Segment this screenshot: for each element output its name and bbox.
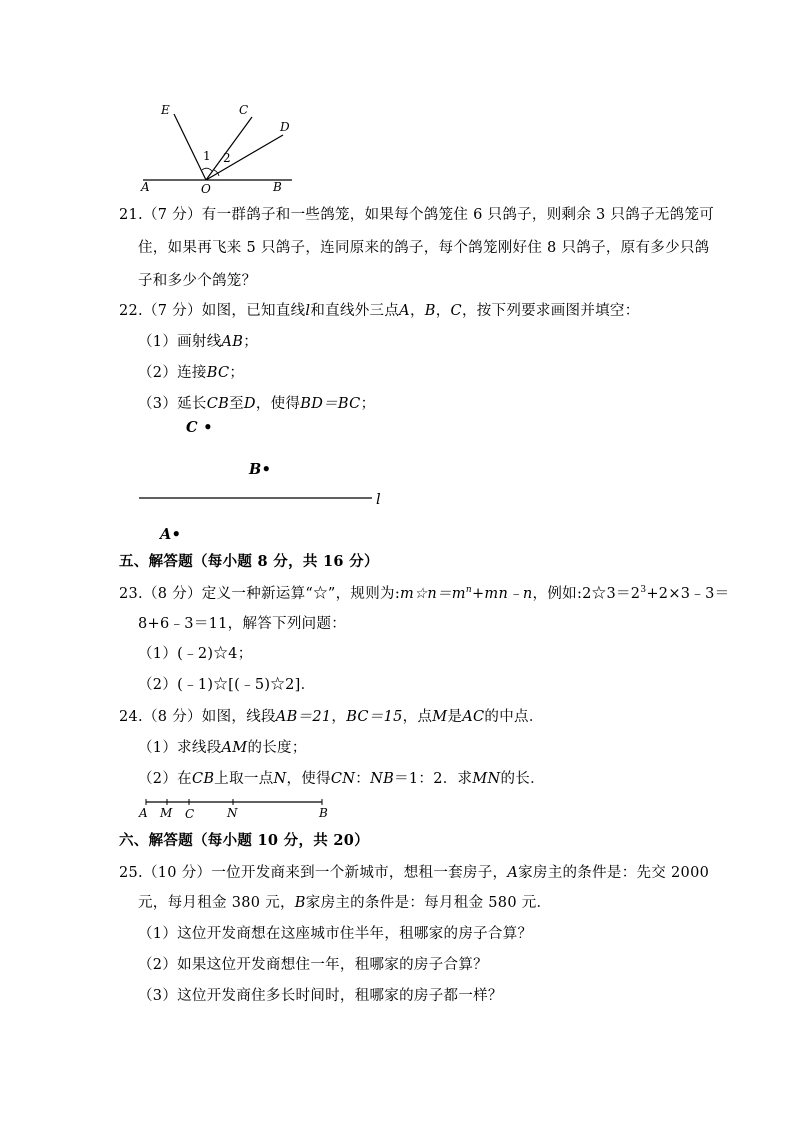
q24-p2-d: ＝1：2．求 [394, 771, 473, 787]
q22-part3 [138, 395, 375, 413]
q24-p2-colon: ： [355, 771, 371, 787]
q22-p3-CB: CB [206, 396, 230, 412]
q24-var-AC: AC [462, 709, 485, 725]
label-angle-2: 2 [223, 151, 231, 165]
line-l-figure [0, 485, 794, 515]
q24-p2-e: 的长． [500, 771, 545, 787]
q24-stem-b: ，点 [402, 709, 433, 725]
section5-heading: 五、解答题（每小题 8 分，共 16 分） [119, 553, 379, 570]
q22-p2-b: ； [229, 365, 245, 381]
segment-label-M: M [160, 806, 173, 820]
q23-rule [400, 586, 533, 602]
section6-heading: 六、解答题（每小题 10 分，共 20） [119, 832, 369, 849]
angle-figure [0, 0, 794, 200]
q24-p2-CN: CN [330, 771, 356, 787]
q23-rule-sup: n [465, 585, 472, 596]
q24-p2-a: （2）在 [138, 771, 192, 787]
q22-stem-c: ，按下列要求画图并填空： [461, 303, 640, 319]
q22-p1-a: （1）画射线 [138, 334, 222, 350]
q22-p1-AB: AB [221, 334, 244, 350]
label-B: B [273, 180, 282, 194]
q22-var-C: C [450, 303, 462, 319]
q24-part1 [138, 739, 307, 757]
ray-OC [206, 117, 252, 180]
q23-line2: 8+6﹣3＝11，解答下列问题： [138, 616, 347, 632]
q23-rule-tail: +mn﹣n [471, 586, 533, 602]
q24-stem [119, 708, 544, 726]
q25-l2-a: 元，每月租金 380 元， [138, 895, 295, 911]
q25-part2: （2）如果这位开发商想住一年，租哪家的房子合算？ [138, 957, 488, 973]
q24-p2-NB: NB [370, 771, 395, 787]
q24-eq1: AB＝21 [275, 709, 332, 725]
label-D: D [280, 120, 290, 134]
q23-example [582, 586, 729, 602]
segment-label-C: C [185, 807, 195, 821]
q25-line2 [138, 894, 551, 912]
angle-1-arc [202, 168, 212, 171]
point-A-dot: • [171, 526, 182, 543]
q21-line3: 子和多少个鸽笼？ [138, 273, 257, 289]
q22-stem [119, 302, 640, 320]
q22-var-l: l [305, 303, 311, 319]
q24-eq2: BC＝15 [346, 709, 403, 725]
q24-p2-N: N [273, 771, 287, 787]
point-A-letter: A [160, 526, 172, 543]
point-C-dot: • [203, 419, 213, 436]
ray-OE [174, 114, 206, 180]
point-B-dot: • [261, 461, 272, 478]
q22-var-A: A [399, 303, 410, 319]
q22-part2 [138, 364, 244, 382]
q22-stem-a: 22.（7 分）如图，已知直线 [119, 303, 306, 319]
q23-part1: （1）(﹣2)☆4； [138, 646, 253, 662]
point-C-letter: C [186, 419, 198, 436]
q24-stem-d: 的中点． [484, 709, 544, 725]
q23-stem-b: ，例如: [532, 586, 583, 602]
q22-p2-a: （2）连接 [138, 365, 207, 381]
label-E: E [161, 103, 170, 117]
label-angle-1: 1 [203, 149, 211, 163]
q25-var-B: B [294, 895, 306, 911]
label-O: O [201, 182, 211, 196]
q22-sep1: ， [409, 303, 425, 319]
q22-p3-D: D [243, 396, 256, 412]
q24-p2-b: 上取一点 [214, 771, 274, 787]
q23-part2: （2）(﹣1)☆[(﹣5)☆2]． [138, 677, 316, 693]
segment-figure [0, 795, 794, 825]
q25-part1: （1）这位开发商想在这座城市住半年，租哪家的房子合算？ [138, 926, 533, 942]
q23-ex-base: 2☆3＝2 [582, 586, 641, 602]
q24-p2-c: ，使得 [286, 771, 331, 787]
q24-part2 [138, 770, 545, 788]
q22-p3-d: ； [360, 396, 376, 412]
line-l-label: l [376, 492, 381, 508]
q21-line1: 21.（7 分）有一群鸽子和一些鸽笼，如果每个鸽笼住 6 只鸽子，则剩余 3 只鸽子无鸽笼可 [119, 207, 715, 223]
segment-label-B: B [319, 806, 328, 820]
q22-stem-b: 和直线外三点 [310, 303, 400, 319]
q24-p2-MN: MN [472, 771, 501, 787]
q22-var-B: B [424, 303, 436, 319]
q23-stem [119, 585, 729, 603]
q22-p3-eq: BD＝BC [300, 396, 361, 412]
q23-ex-sup: 3 [640, 585, 647, 596]
label-A: A [141, 180, 150, 194]
q24-stem-c: 是 [447, 709, 463, 725]
q24-p1-b: 的长度； [247, 740, 307, 756]
segment-label-N: N [227, 806, 238, 820]
point-B-letter: B [249, 461, 262, 478]
q25-var-A: A [507, 865, 519, 881]
q25-l2-b: 家房主的条件是：每月租金 580 元． [305, 895, 552, 911]
q22-p3-a: （3）延长 [138, 396, 207, 412]
q24-p1-a: （1）求线段 [138, 740, 222, 756]
q25-line1 [119, 864, 709, 882]
q22-part1 [138, 333, 258, 351]
q23-ex-tail: +2×3﹣3＝ [646, 586, 730, 602]
q23-stem-a: 23.（8 分）定义一种新运算“☆”，规则为: [119, 586, 401, 602]
q25-l1-b: 家房主的条件是：先交 2000 [518, 865, 710, 881]
q24-stem-a: 24.（8 分）如图，线段 [119, 709, 276, 725]
segment-label-A: A [139, 806, 148, 820]
q25-l1-a: 25.（10 分）一位开发商来到一个新城市，想租一套房子， [119, 865, 508, 881]
q22-p2-BC: BC [206, 365, 230, 381]
q24-p1-AM: AM [221, 740, 248, 756]
q24-p2-CB: CB [191, 771, 215, 787]
q22-sep2: ， [435, 303, 451, 319]
point-C-label [186, 419, 213, 437]
q23-rule-base: m☆n＝m [400, 586, 466, 602]
q22-p1-b: ； [243, 334, 259, 350]
label-C: C [239, 103, 249, 117]
q24-sep: ， [331, 709, 347, 725]
q22-p3-c: ，使得 [255, 396, 301, 412]
q21-line2: 住，如果再飞来 5 只鸽子，连同原来的鸽子，每个鸽笼刚好住 8 只鸽子，原有多少只鸽 [138, 240, 710, 256]
q25-part3: （3）这位开发商住多长时间时，租哪家的房子都一样？ [138, 988, 503, 1004]
q22-p3-b: 至 [229, 396, 244, 412]
point-B-label [249, 461, 271, 479]
q24-var-M: M [432, 709, 448, 725]
point-A-label [160, 526, 181, 544]
